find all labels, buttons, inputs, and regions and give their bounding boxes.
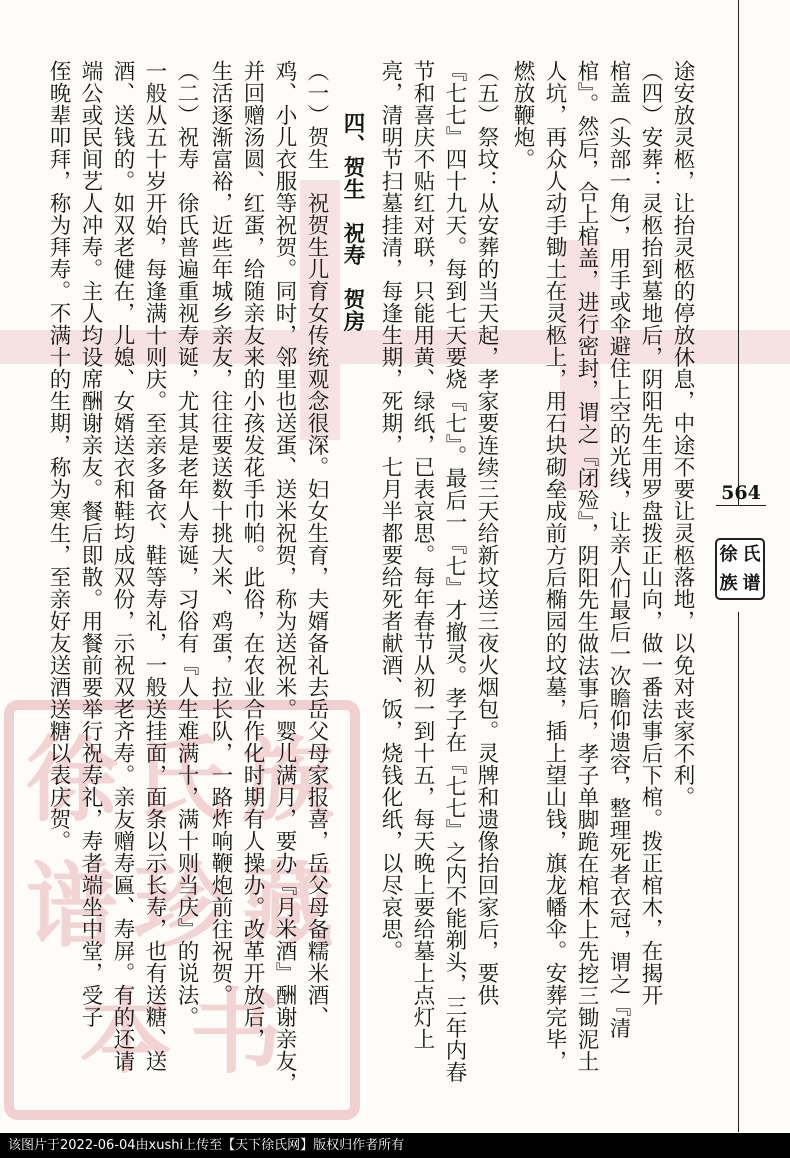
text-column: 生活逐渐富裕，近些年城乡亲友，往往要送数十挑大米、鸡蛋，拉长队，一路炸响鞭炮前往祝贺。 [208,60,233,1006]
text-column: 节和喜庆不贴红对联，只能用黄、绿纸，已表哀思。每年春节从初一到十五，每天晚上要给墓上点灯上 [410,60,435,1050]
text-column: （五）祭坟：从安葬的当天起，孝家要连续三天给新坟送三夜火烟包。灵牌和遗像抬回家后，要供 [474,60,499,1006]
text-column: 侄晚辈叩拜，称为拜寿。不满十的生期，称为寒生，至亲好友送酒送糖以表庆贺。 [46,60,71,852]
seal-char: 族 [719,572,738,594]
section-heading: 四、贺生 祝寿 贺房 [340,112,365,332]
text-column: 棺盖（头部一角），用手或伞避住上空的光线，让亲人们最后一次瞻仰遗容，整理死者衣冠，谓之『清 [606,60,631,1040]
text-column: 并回赠汤圆、红蛋，给随亲友来的小孩发花手巾帕。此俗，在农业合作化时期有人操办。改革开放后， [240,60,265,1050]
text-column: 燃放鞭炮。 [510,60,535,170]
watermark-char: 谱 [26,852,119,960]
text-column: 途安放灵柩，让抬灵柩的停放休息，中途不要让灵柩落地，以免对丧家不利。 [670,60,695,808]
text-column: 亮，清明节扫墓挂清，每逢生期，死期，七月半都要给死者献酒、饭，烧钱化纸，以尽哀思。 [378,60,403,962]
text-column: 酒、送钱的。如双老健在，儿媳、女婿送衣和鞋均成双份，示祝双老齐寿。亲友赠寿匾、寿屏。有的还请 [110,60,135,1072]
text-column: （四）安葬：灵柩抬到墓地后，阴阳先生用罗盘拨正山向，做一番法事后下棺。拨正棺木，在揭开 [638,60,663,1006]
watermark-char: 藏 [242,852,335,960]
upload-credit-footer: 该图片于2022-06-04由xushi上传至【天下徐氏网】版权归作者所有 [0,1133,790,1158]
page-number: 564 [721,482,761,504]
watermark-char: 本 [80,978,173,1086]
margin-rule [738,612,739,1132]
text-column: 鸡、小儿衣服等祝贺。同时，邻里也送蛋、送米祝贺，称为送祝米。婴儿满月，要办『月米酒』酬谢亲友， [272,60,297,1094]
text-column: 一般从五十岁开始，每逢满十则庆。至亲多备衣、鞋等寿礼，一般送挂面，面条以示长寿，也有送糖、送 [142,60,167,1072]
text-column: 人坑，再众人动手锄土在灵柩上，用石块砌垒成前方后椭园的坟墓，插上望山钱，旗龙幡伞。安葬完毕， [542,60,567,1072]
watermark-char: 珍 [134,852,227,960]
watermark-char: 徐 [26,726,119,834]
text-column: 端公或民间艺人冲寿。主人均设席酬谢亲友。餐后即散。用餐前要举行祝寿礼，寿者端坐中堂，受子 [78,60,103,1028]
watermark-char: 书 [190,978,283,1086]
page-number-underline [716,505,766,506]
genealogy-seal [715,538,765,600]
text-column: （二）祝寿 徐氏普遍重视寿诞，尤其是老年人寿诞，习俗有『人生难满十，满十则当庆』的说法。 [174,60,199,1028]
seal-char: 氏 [742,543,761,565]
seal-char: 徐 [719,543,738,565]
text-column: （一）贺生 祝贺生儿育女传统观念很深。妇女生育，夫婿备礼去岳父母家报喜，岳父母备糯米酒、 [304,60,329,1028]
margin-rule [738,0,739,505]
text-column: 棺』。然后，合上棺盖，进行密封，谓之『闭殓』，阴阳先生做法事后，孝子单脚跪在棺木上先挖三锄泥土 [574,60,599,1073]
watermark-char: 氏 [134,726,227,834]
watermark-char: 族 [242,726,335,834]
text-column: 『七七』四十九天。每到七天要烧『七』。最后一『七』才撤灵。孝子在『七七』之内不能剃头，三年内春 [442,60,467,1084]
seal-char: 谱 [742,572,761,594]
